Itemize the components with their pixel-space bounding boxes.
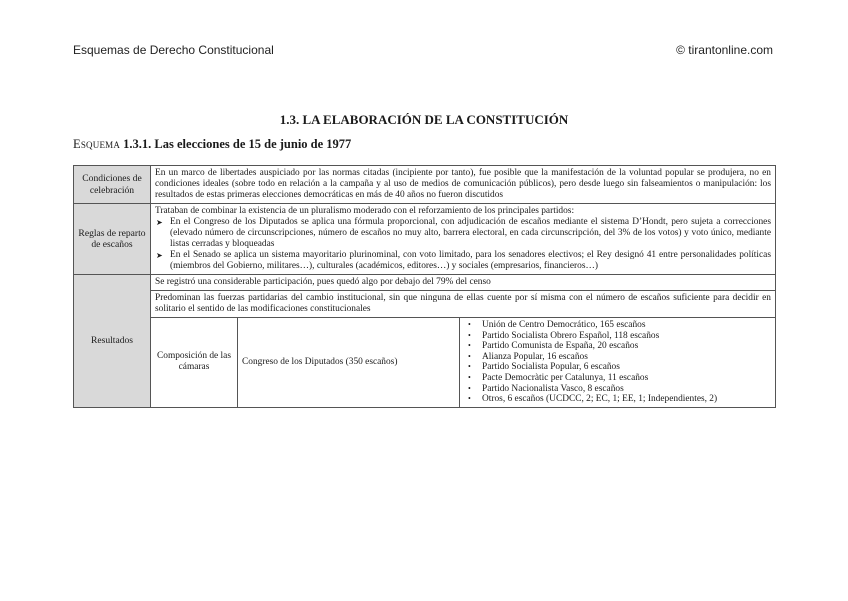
label-condiciones: Condiciones de celebración [74, 166, 151, 204]
row-reglas [74, 204, 776, 275]
label-resultados: Resultados [74, 275, 151, 408]
arrow-icon: ➤ [156, 251, 163, 260]
list-item: • Partido Nacionalista Vasco, 8 escaños [482, 384, 771, 395]
list-item: • Partido Comunista de España, 20 escaños [482, 341, 771, 352]
header-left: Esquemas de Derecho Constitucional [73, 43, 274, 57]
camara-label: Congreso de los Diputados (350 escaños) [238, 318, 460, 407]
composicion-label: Composición de las cámaras [151, 318, 238, 407]
list-item: • Pacte Democràtic per Catalunya, 11 escaños [482, 373, 771, 384]
list-item: • Partido Socialista Obrero Español, 118 escaños [482, 331, 771, 342]
partidos-list [464, 320, 771, 405]
label-reglas: Reglas de reparto de escaños [74, 204, 151, 275]
composicion-table [151, 318, 775, 407]
text-condiciones: En un marco de libertades auspiciado por las normas citadas (incipiente por tanto), fue posible que la manifestación de la voluntad popular se produjera, no en condiciones ideales (sobre todo en relación a la campaña y al uso de medios de comunicación públicos), pero desde luego sin falseamientos o manipulación: los resultados de estas primeras elecciones democráticas en más de 40 años no fueron discutidos [151, 166, 776, 204]
list-item: • Unión de Centro Democrático, 165 escaños [482, 320, 771, 331]
scheme-subtitle [73, 137, 351, 152]
text-fuerzas: Predominan las fuerzas partidarias del cambio institucional, sin que ninguna de ellas cuente por sí misma con el número de escaños suficiente para decidir en solitario el sentido de las modificaciones constitucionales [151, 291, 776, 318]
row-condiciones [74, 166, 776, 204]
reglas-intro: Trataban de combinar la existencia de un pluralismo moderado con el reforzamiento de los principales partidos: [155, 206, 575, 216]
list-item: • Partido Socialista Popular, 6 escaños [482, 362, 771, 373]
list-item: • Otros, 6 escaños (UCDCC, 2; EC, 1; EE, 1; Independientes, 2) [482, 394, 771, 405]
scheme-prefix: Esquema [73, 137, 121, 151]
row-resultados-composicion [74, 318, 776, 408]
text-participacion: Se registró una considerable participación, pues quedó algo por debajo del 79% del censo [151, 275, 776, 291]
row-resultados-fuerzas [74, 291, 776, 318]
reglas-list [155, 217, 771, 272]
list-item: ➤ En el Senado se aplica un sistema mayoritario plurinominal, con voto limitado, para los senadores electivos; el Rey designó 41 entre personalidades políticas (miembros del Gobierno, militares…), culturales (académicos, editores…) y sociales (empresarios, financieros…) [156, 250, 771, 271]
arrow-icon: ➤ [156, 218, 163, 227]
list-item: • Alianza Popular, 16 escaños [482, 352, 771, 363]
row-resultados-participacion [74, 275, 776, 291]
partidos-cell [460, 318, 776, 407]
cell-composicion [151, 318, 776, 408]
page-title: 1.3. LA ELABORACIÓN DE LA CONSTITUCIÓN [279, 112, 569, 127]
list-item: ➤ En el Congreso de los Diputados se aplica una fórmula proporcional, con adjudicación de escaños mediante el sistema D’Hondt, pero sujeta a correcciones (elevado número de circunscripciones, número de escaños no muy alto, barrera electoral, en cada circunscripción, del 3% de los votos) y voto único, mediante listas cerradas y bloqueadas [156, 217, 771, 249]
scheme-table [73, 165, 776, 408]
header-right: © tirantonline.com [676, 43, 773, 57]
scheme-title: 1.3.1. Las elecciones de 15 de junio de 1977 [123, 137, 352, 151]
cell-reglas [151, 204, 776, 275]
